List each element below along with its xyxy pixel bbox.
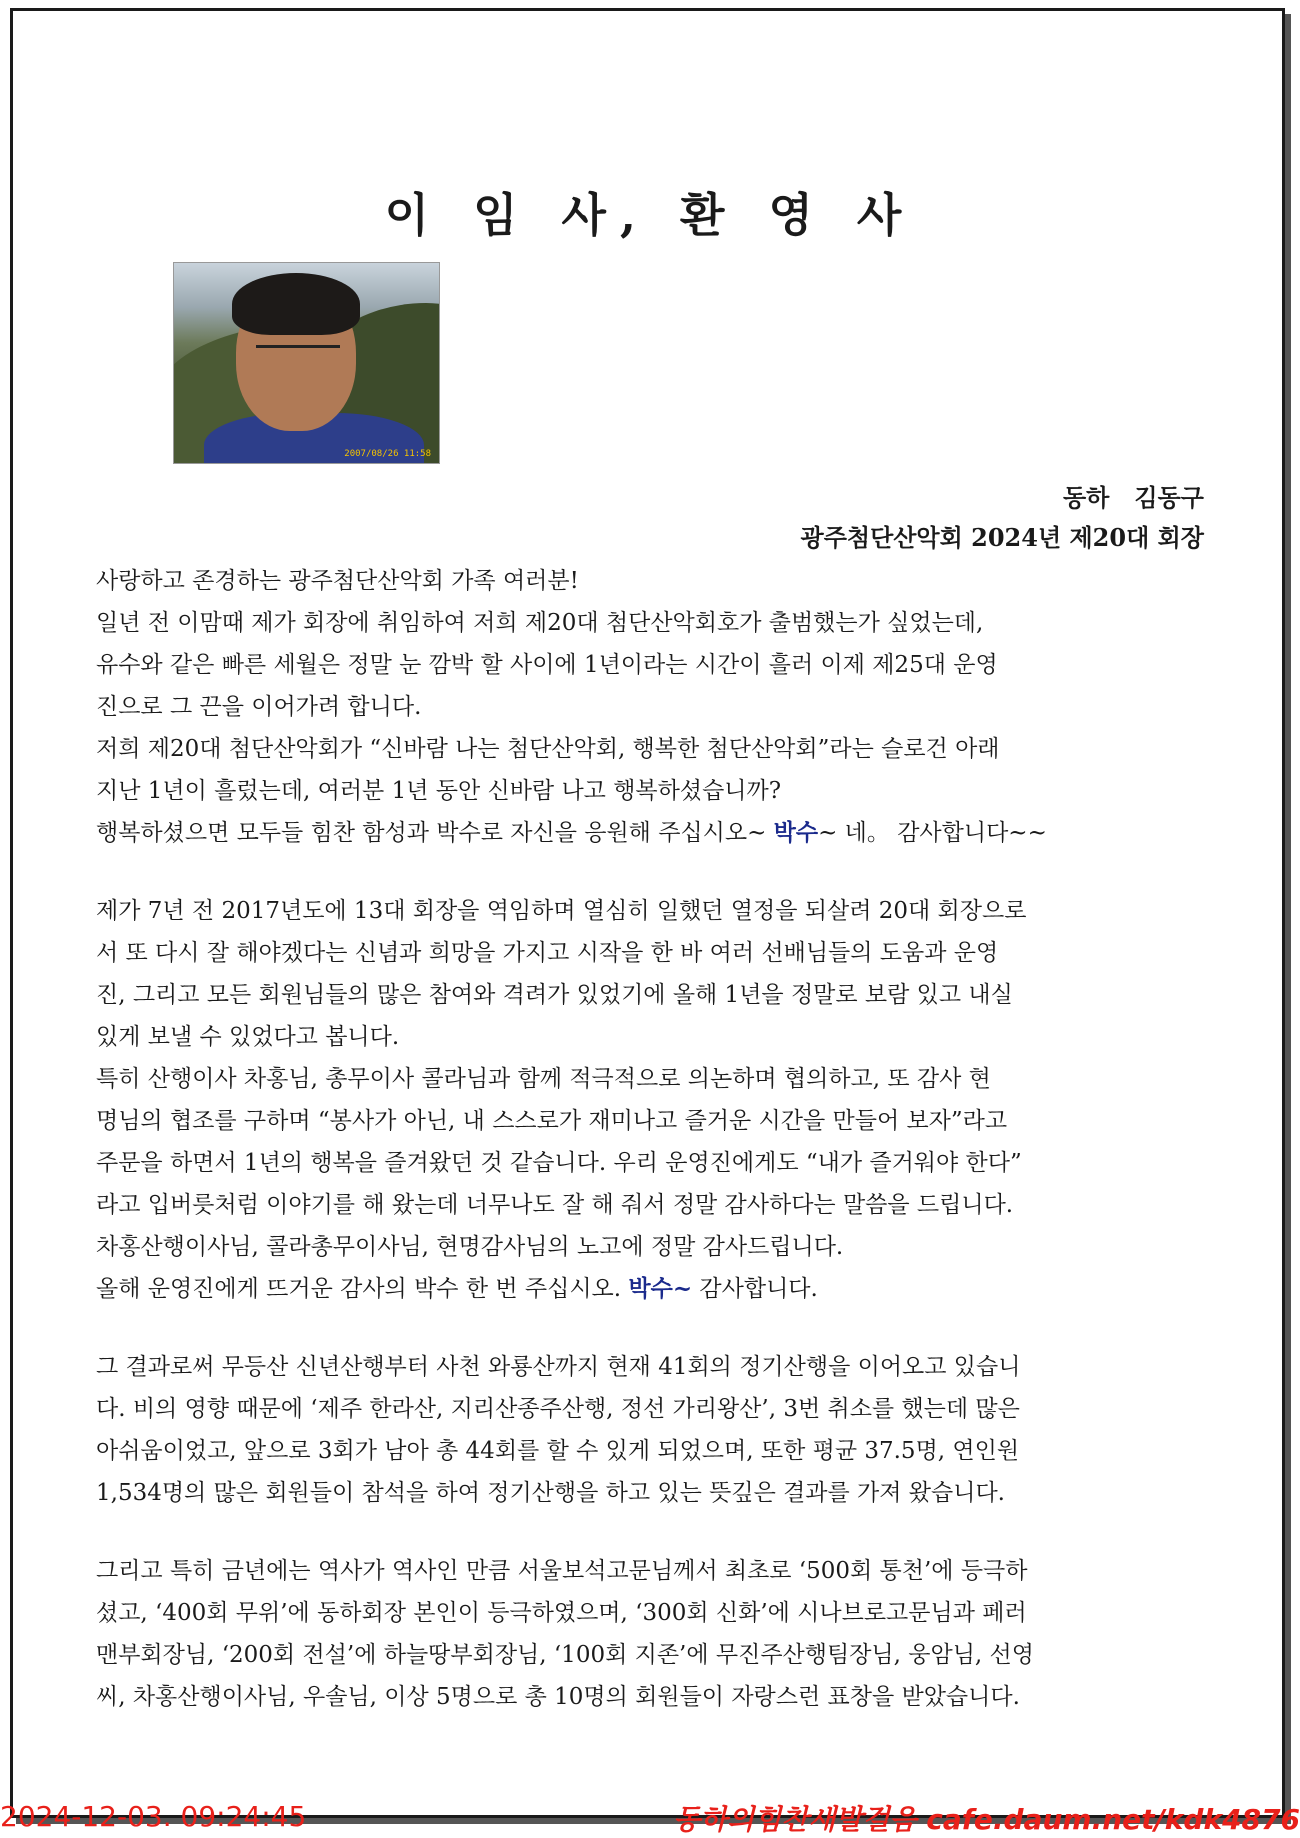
text-line xyxy=(96,560,1206,602)
line-text: 서 또 다시 잘 해야겠다는 신념과 희망을 가지고 시작을 한 바 여러 선배님들의 도움과 운영 xyxy=(96,940,999,966)
text-line xyxy=(96,1184,1206,1226)
text-line xyxy=(96,602,1206,644)
document-title: 이 임 사, 환 영 사 xyxy=(384,187,916,242)
author-name: 동하 김동구 xyxy=(1063,483,1204,512)
paragraph xyxy=(96,1346,1206,1514)
line-text: 씨, 차홍산행이사님, 우솔님, 이상 5명으로 총 10명의 회원들이 자랑스런 표창을 받았습니다. xyxy=(96,1684,1020,1710)
text-line xyxy=(96,1142,1206,1184)
line-text: 특히 산행이사 차홍님, 총무이사 콜라님과 함께 적극적으로 의논하며 협의하고, 또 감사 현 xyxy=(96,1066,991,1092)
text-line xyxy=(96,1430,1206,1472)
line-text: 차홍산행이사님, 콜라총무이사님, 현명감사님의 노고에 정말 감사드립니다. xyxy=(96,1234,844,1260)
line-text: 유수와 같은 빠른 세월은 정말 눈 깜박 할 사이에 1년이라는 시간이 흘러 이제 제25대 운영 xyxy=(96,652,998,678)
line-text: 그 결과로써 무등산 신년산행부터 사천 와룡산까지 현재 41회의 정기산행을 이어오고 있습니 xyxy=(96,1354,1021,1380)
line-text: 진, 그리고 모든 회원님들의 많은 참여와 격려가 있었기에 올해 1년을 정말로 보람 있고 내실 xyxy=(96,982,1013,1008)
line-text: 라고 입버릇처럼 이야기를 해 왔는데 너무나도 잘 해 줘서 정말 감사하다는 말씀을 드립니다. xyxy=(96,1192,1014,1218)
line-text: 사랑하고 존경하는 광주첨단산악회 가족 여러분! xyxy=(96,568,579,594)
text-line xyxy=(96,1472,1206,1514)
paragraph-gap xyxy=(96,1310,1206,1346)
paragraph xyxy=(96,890,1206,1310)
line-text: 다. 비의 영향 때문에 ‘제주 한라산, 지리산종주산행, 정선 가리왕산’, 3번 취소를 했는데 많은 xyxy=(96,1396,1020,1422)
text-line xyxy=(96,1634,1206,1676)
text-line xyxy=(96,644,1206,686)
paragraph xyxy=(96,560,1206,854)
paragraph-gap xyxy=(96,854,1206,890)
text-line xyxy=(96,1550,1206,1592)
line-text: 셨고, ‘400회 무위’에 동하회장 본인이 등극하였으며, ‘300회 신화’에 시나브로고문님과 페러 xyxy=(96,1600,1027,1626)
text-line xyxy=(96,812,1206,854)
text-line xyxy=(96,1226,1206,1268)
text-line xyxy=(96,1058,1206,1100)
author-photo xyxy=(173,262,440,464)
line-text: 올해 운영진에게 뜨거운 감사의 박수 한 번 주십시오. xyxy=(96,1276,629,1302)
line-text: 1,534명의 많은 회원들이 참석을 하여 정기산행을 하고 있는 뜻깊은 결과를 가져 왔습니다. xyxy=(96,1480,1005,1506)
line-text: 지난 1년이 흘렀는데, 여러분 1년 동안 신바람 나고 행복하셨습니까? xyxy=(96,778,782,804)
line-text: 진으로 그 끈을 이어가려 합니다. xyxy=(96,694,422,720)
text-line xyxy=(96,1016,1206,1058)
line-text: 저희 제20대 첨단산악회가 “신바람 나는 첨단산악회, 행복한 첨단산악회”라는 슬로건 아래 xyxy=(96,736,1000,762)
text-line xyxy=(96,728,1206,770)
line-text: 아쉬움이었고, 앞으로 3회가 남아 총 44회를 할 수 있게 되었으며, 또한 평균 37.5명, 연인원 xyxy=(96,1438,1020,1464)
text-line xyxy=(96,890,1206,932)
cafe-watermark: 동하의힘찬새발걸음 cafe.daum.net/kdk4876 xyxy=(673,1803,1300,1836)
capture-timestamp: 2024-12-03. 09:24:45 xyxy=(0,1800,307,1833)
line-text: 일년 전 이맘때 제가 회장에 취임하여 저희 제20대 첨단산악회호가 출범했는가 싶었는데, xyxy=(96,610,984,636)
text-line xyxy=(96,1346,1206,1388)
author-block xyxy=(801,478,1204,558)
line-text: 제가 7년 전 2017년도에 13대 회장을 역임하며 열심히 일했던 열정을 되살려 20대 회장으로 xyxy=(96,898,1027,924)
photo-date-stamp: 2007/08/26 11:58 xyxy=(344,449,431,459)
paragraph xyxy=(96,1550,1206,1718)
line-text: ~ 네。 감사합니다~~ xyxy=(818,820,1047,846)
text-line xyxy=(96,1268,1206,1310)
line-text: 맨부회장님, ‘200회 전설’에 하늘땅부회장님, ‘100회 지존’에 무진주산행팀장님, 웅암님, 선영 xyxy=(96,1642,1034,1668)
applause-highlight: 박수 xyxy=(773,819,819,846)
text-line xyxy=(96,1388,1206,1430)
text-line xyxy=(96,1100,1206,1142)
text-line xyxy=(96,1676,1206,1718)
text-line xyxy=(96,770,1206,812)
line-text: 행복하셨으면 모두들 힘찬 함성과 박수로 자신을 응원해 주십시오~ xyxy=(96,820,774,846)
text-line xyxy=(96,686,1206,728)
line-text: 주문을 하면서 1년의 행복을 즐겨왔던 것 같습니다. 우리 운영진에게도 “내가 즐거워야 한다” xyxy=(96,1150,1022,1176)
text-line xyxy=(96,974,1206,1016)
document-body xyxy=(96,560,1206,1718)
line-text: 있게 보낼 수 있었다고 봅니다. xyxy=(96,1024,400,1050)
paragraph-gap xyxy=(96,1514,1206,1550)
line-text: 명님의 협조를 구하며 “봉사가 아닌, 내 스스로가 재미나고 즐거운 시간을 만들어 보자”라고 xyxy=(96,1108,1008,1134)
author-title: 광주첨단산악회 2024년 제20대 회장 xyxy=(800,523,1204,552)
text-line xyxy=(96,1592,1206,1634)
applause-highlight: 박수~ xyxy=(628,1275,693,1302)
line-text: 그리고 특히 금년에는 역사가 역사인 만큼 서울보석고문님께서 최초로 ‘500회 통천’에 등극하 xyxy=(96,1558,1028,1584)
line-text: 감사합니다. xyxy=(692,1276,818,1302)
text-line xyxy=(96,932,1206,974)
